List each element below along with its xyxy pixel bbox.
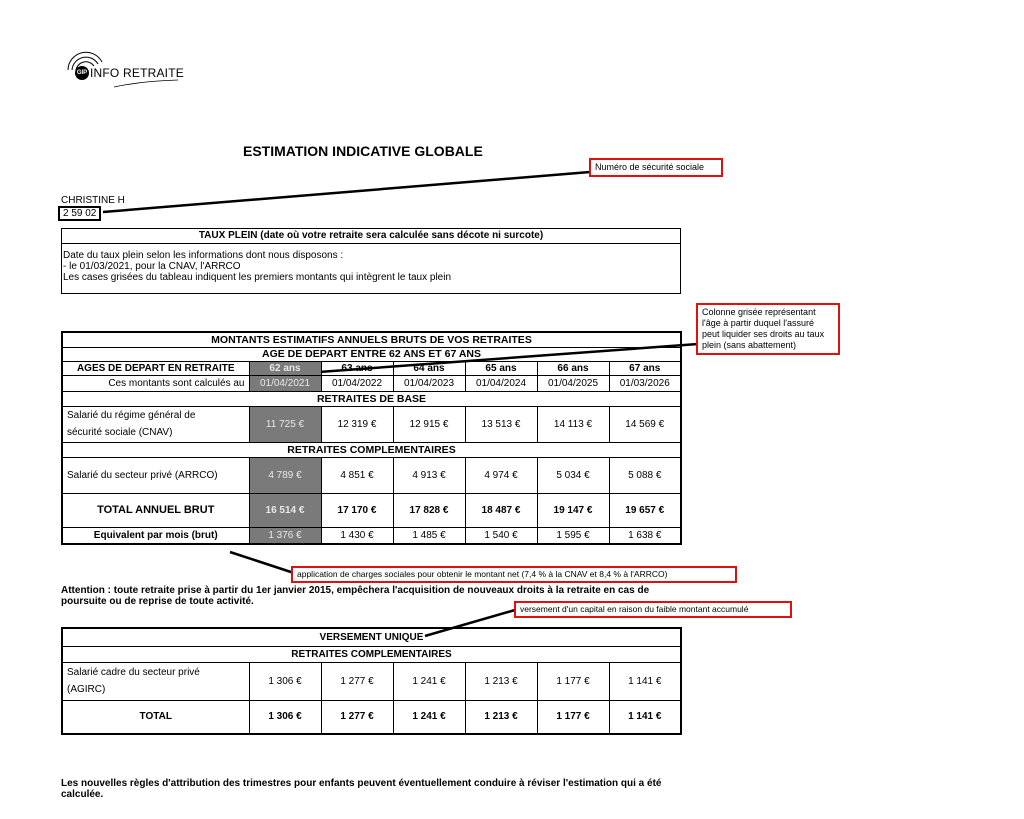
agirc-cell: 1 141 € [609, 662, 681, 700]
agirc-label [62, 662, 249, 700]
table2-total-label: TOTAL [62, 700, 249, 734]
cnav-label [62, 406, 249, 442]
gip-badge-icon: GIP [75, 66, 89, 80]
month-label: Equivalent par mois (brut) [62, 527, 249, 544]
age-cell: 63 ans [321, 361, 393, 375]
cnav-label-line-2: sécurité sociale (CNAV) [67, 427, 173, 438]
age-cell: 67 ans [609, 361, 681, 375]
table-row [62, 527, 681, 544]
arrco-cell: 5 088 € [609, 457, 681, 493]
total-cell: 19 147 € [537, 493, 609, 527]
logo-text: INFO RETRAITE [90, 66, 184, 80]
arrco-cell: 5 034 € [537, 457, 609, 493]
cnav-cell: 14 113 € [537, 406, 609, 442]
table2-total-cell: 1 241 € [393, 700, 465, 734]
month-cell: 1 595 € [537, 527, 609, 544]
cnav-cell: 11 725 € [249, 406, 321, 442]
date-cell: 01/04/2024 [465, 375, 537, 391]
table2-total-cell: 1 141 € [609, 700, 681, 734]
retirement-table [61, 331, 682, 545]
total-label: TOTAL ANNUEL BRUT [62, 493, 249, 527]
arrco-label: Salarié du secteur privé (ARRCO) [62, 457, 249, 493]
table2-total-cell: 1 277 € [321, 700, 393, 734]
taux-plein-line-2: - le 01/03/2021, pour la CNAV, l'ARRCO [63, 261, 241, 272]
date-cell: 01/04/2022 [321, 375, 393, 391]
cnav-cell: 12 915 € [393, 406, 465, 442]
table-row [62, 375, 681, 391]
cnav-cell: 13 513 € [465, 406, 537, 442]
agirc-cell: 1 177 € [537, 662, 609, 700]
dates-label: Ces montants sont calculés au [62, 375, 249, 391]
agirc-label-line-1: Salarié cadre du secteur privé [67, 667, 200, 678]
agirc-label-line-2: (AGIRC) [67, 684, 106, 695]
date-cell: 01/04/2023 [393, 375, 465, 391]
total-cell: 17 828 € [393, 493, 465, 527]
footer-note: Les nouvelles règles d'attribution des trimestres pour enfants peuvent éventuellement conduire à réviser l'estimation qui a été calculée. [61, 778, 662, 800]
table2-total-cell: 1 306 € [249, 700, 321, 734]
total-cell: 18 487 € [465, 493, 537, 527]
age-cell: 62 ans [249, 361, 321, 375]
age-cell: 66 ans [537, 361, 609, 375]
age-cell: 65 ans [465, 361, 537, 375]
cnav-label-line-1: Salarié du régime général de [67, 410, 196, 421]
table-row [62, 406, 681, 442]
month-cell: 1 540 € [465, 527, 537, 544]
cnav-cell: 12 319 € [321, 406, 393, 442]
callout-charges: application de charges sociales pour obtenir le montant net (7,4 % à la CNAV et 8,4 % à l'ARRCO) [291, 566, 737, 583]
total-cell: 17 170 € [321, 493, 393, 527]
table-row [62, 361, 681, 375]
callout-capital: versement d'un capital en raison du faible montant accumulé [514, 601, 792, 618]
total-cell: 16 514 € [249, 493, 321, 527]
month-cell: 1 485 € [393, 527, 465, 544]
date-cell: 01/03/2026 [609, 375, 681, 391]
comp-title: RETRAITES COMPLEMENTAIRES [62, 442, 681, 457]
table-row [62, 457, 681, 493]
table2-total-cell: 1 177 € [537, 700, 609, 734]
callout-column: Colonne grisée représentant l'âge à partir duquel l'assuré peut liquider ses droits au taux plein (sans abattement) [696, 303, 840, 355]
table2-total-cell: 1 213 € [465, 700, 537, 734]
taux-plein-line-1: Date du taux plein selon les informations dont nous disposons : [63, 250, 344, 261]
table2-subtitle: RETRAITES COMPLEMENTAIRES [62, 646, 681, 662]
agirc-cell: 1 306 € [249, 662, 321, 700]
table1-subtitle: AGE DE DEPART ENTRE 62 ANS ET 67 ANS [62, 347, 681, 361]
ages-label: AGES DE DEPART EN RETRAITE [62, 361, 249, 375]
date-cell: 01/04/2021 [249, 375, 321, 391]
taux-plein-box [61, 228, 681, 294]
arrco-cell: 4 851 € [321, 457, 393, 493]
agirc-cell: 1 241 € [393, 662, 465, 700]
month-cell: 1 430 € [321, 527, 393, 544]
single-payment-table [61, 627, 682, 735]
arrco-cell: 4 913 € [393, 457, 465, 493]
table-row [62, 662, 681, 700]
age-cell: 64 ans [393, 361, 465, 375]
month-cell: 1 376 € [249, 527, 321, 544]
taux-plein-line-3: Les cases grisées du tableau indiquent les premiers montants qui intègrent le taux plein [63, 272, 452, 283]
ssn-value: 2 59 02 [58, 206, 101, 221]
base-title: RETRAITES DE BASE [62, 391, 681, 406]
table2-title: VERSEMENT UNIQUE [62, 628, 681, 646]
total-cell: 19 657 € [609, 493, 681, 527]
taux-plein-heading: TAUX PLEIN (date où votre retraite sera calculée sans décote ni surcote) [62, 229, 680, 244]
cnav-cell: 14 569 € [609, 406, 681, 442]
arrco-cell: 4 789 € [249, 457, 321, 493]
month-cell: 1 638 € [609, 527, 681, 544]
page-title: ESTIMATION INDICATIVE GLOBALE [243, 143, 483, 159]
table-row [62, 700, 681, 734]
agirc-cell: 1 213 € [465, 662, 537, 700]
arrco-cell: 4 974 € [465, 457, 537, 493]
date-cell: 01/04/2025 [537, 375, 609, 391]
person-name: CHRISTINE H [61, 195, 125, 206]
table-row [62, 493, 681, 527]
agirc-cell: 1 277 € [321, 662, 393, 700]
table1-title: MONTANTS ESTIMATIFS ANNUELS BRUTS DE VOS RETRAITES [62, 332, 681, 347]
callout-ssn: Numéro de sécurité sociale [589, 158, 723, 177]
attention-note: Attention : toute retraite prise à partir du 1er janvier 2015, empêchera l'acquisition de nouveaux droits à la retraite en cas de poursuite ou de reprise de toute activité. [61, 585, 650, 607]
